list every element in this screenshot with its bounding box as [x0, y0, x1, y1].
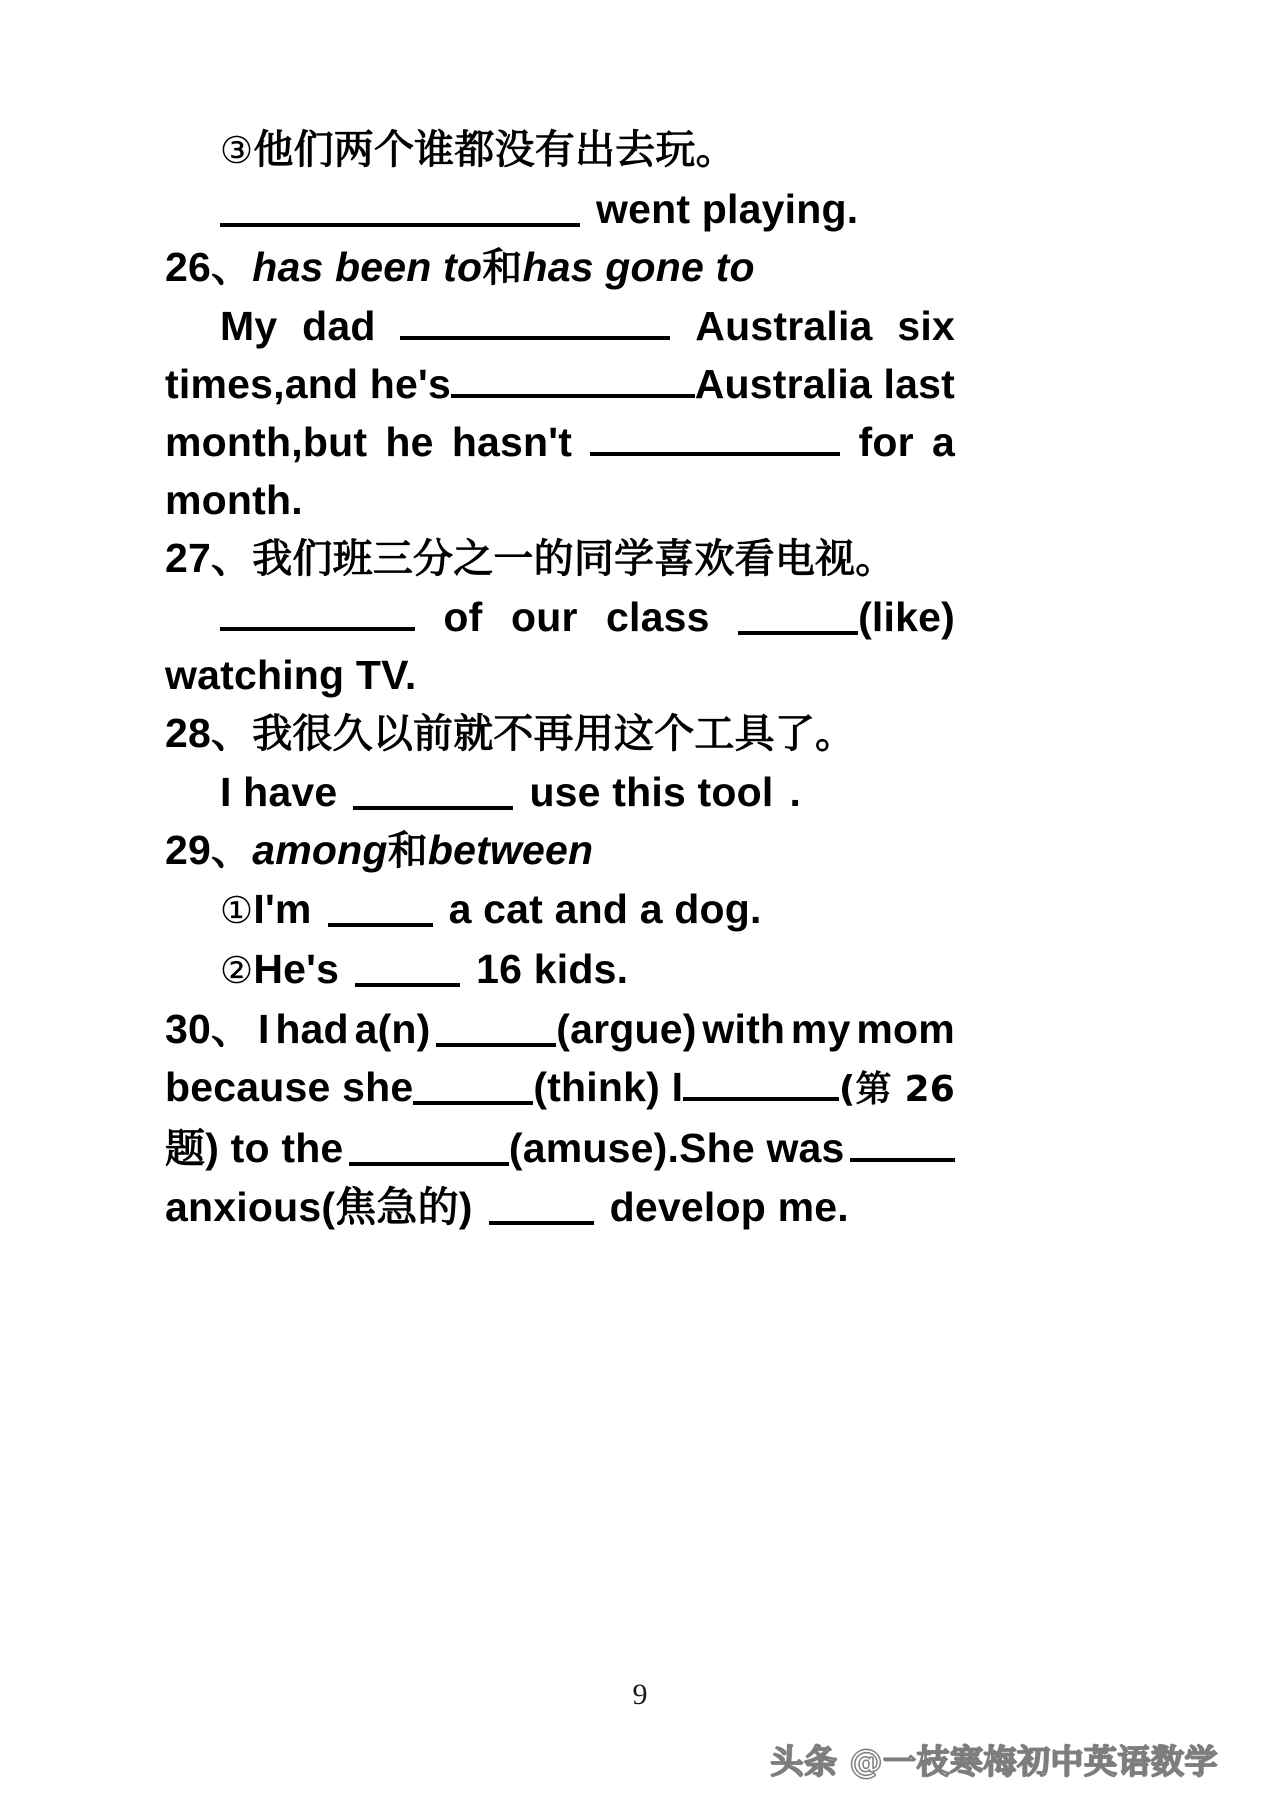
- question-26-heading: [165, 238, 955, 297]
- q26-l1-six: six: [897, 303, 955, 349]
- question-30-number: 30、: [165, 1006, 253, 1052]
- item-marker-2: ②: [220, 949, 254, 992]
- q30-l2-because-she: because she: [165, 1064, 414, 1110]
- answer-blank[interactable]: [220, 193, 580, 227]
- q27-watching-tv: watching TV.: [165, 652, 417, 698]
- q30-l3-ti: 题: [165, 1126, 206, 1172]
- question-29-sub-2: [165, 940, 955, 1000]
- q26-l3-for: for: [858, 419, 914, 465]
- q30-l4-anxious: anxious(焦急的): [165, 1184, 473, 1230]
- item-marker-1: ①: [220, 889, 254, 932]
- q28-chinese-text: 我很久以前就不再用这个工具了。: [252, 711, 856, 757]
- q26-l1-dad: dad: [302, 303, 376, 349]
- question-27-number: 27、: [165, 535, 253, 581]
- q26-l2-lead: times,and he's: [165, 361, 451, 407]
- q30-amuse-hint: (amuse).She was: [508, 1125, 845, 1171]
- answer-blank[interactable]: [683, 1067, 839, 1101]
- q26-l3-a: a: [931, 419, 955, 465]
- q30-l1-mom: mom: [856, 1006, 955, 1052]
- q30-l1-an: a(n): [354, 1006, 431, 1052]
- item-marker-3: ③: [220, 129, 254, 172]
- q30-l4-tail: develop me.: [609, 1184, 849, 1230]
- question-27-line-1: [165, 588, 955, 646]
- answer-blank[interactable]: [850, 1128, 955, 1162]
- answer-blank[interactable]: [353, 776, 513, 810]
- answer-blank[interactable]: [328, 893, 433, 927]
- q30-l1-my: my: [790, 1006, 851, 1052]
- answer-line-tail: went playing.: [596, 186, 859, 232]
- q26-title-conjunction: 和: [482, 245, 523, 291]
- question-29-number: 29、: [165, 827, 253, 873]
- q26-l4-month: month.: [165, 477, 303, 523]
- q30-l1-i: I: [257, 1006, 270, 1052]
- q26-l1-australia: Australia: [695, 303, 873, 349]
- question-26-line-2: [165, 355, 955, 413]
- question-30-line-1: [165, 1000, 955, 1058]
- question-26-line-3: [165, 413, 955, 471]
- question-28-number: 28、: [165, 710, 253, 756]
- q30-argue-hint: (argue): [556, 1006, 697, 1052]
- answer-blank[interactable]: [400, 306, 670, 340]
- answer-blank[interactable]: [489, 1191, 594, 1225]
- q29-s2-hes: He's: [253, 946, 340, 992]
- q26-l3-hasnt: hasn't: [451, 419, 573, 465]
- q30-l1-with: with: [702, 1006, 786, 1052]
- q26-l1-my: My: [220, 303, 278, 349]
- q28-i-have: I have: [220, 769, 338, 815]
- answer-blank[interactable]: [451, 364, 695, 398]
- question-26-line-1: [165, 297, 955, 355]
- answer-blank[interactable]: [738, 601, 858, 635]
- page-number: 9: [632, 1678, 648, 1711]
- question-27-line-2: [165, 646, 955, 704]
- worksheet-body: [165, 120, 955, 1236]
- answer-blank[interactable]: [220, 597, 415, 631]
- question-30-line-2: [165, 1058, 955, 1119]
- q26-l3-month-but: month,but: [165, 419, 368, 465]
- answer-blank[interactable]: [355, 953, 460, 987]
- question-25-item-3-prompt: [165, 120, 955, 180]
- watermark: 头条 @一枝寒梅初中英语数学: [770, 1742, 1218, 1781]
- question-28-heading: [165, 704, 955, 763]
- question-29-heading: [165, 821, 955, 880]
- q28-period: .: [789, 769, 802, 815]
- q30-l2-ref: (第 26: [838, 1069, 955, 1110]
- q26-title-part2: has gone to: [522, 244, 755, 290]
- question-28-line-1: [165, 763, 955, 821]
- q30-think-hint: (think) I: [533, 1064, 684, 1110]
- question-30-line-4: [165, 1178, 955, 1236]
- q30-l3-lead: ) to the: [205, 1125, 344, 1171]
- q27-like-hint: (like): [858, 594, 955, 640]
- q29-s1-tail: a cat and a dog.: [448, 886, 762, 932]
- answer-blank[interactable]: [590, 422, 840, 456]
- q26-title-part1: has been to: [252, 244, 483, 290]
- q27-class: class: [606, 594, 710, 640]
- q28-use-this-tool: use this tool: [529, 769, 774, 815]
- q30-l1-had: had: [275, 1006, 349, 1052]
- question-27-heading: [165, 529, 955, 588]
- question-26-number: 26、: [165, 244, 253, 290]
- question-30-line-3: [165, 1119, 955, 1178]
- q27-chinese-text: 我们班三分之一的同学喜欢看电视。: [252, 536, 896, 582]
- q27-our: our: [510, 594, 578, 640]
- question-26-line-4: [165, 471, 955, 529]
- q29-s2-tail: 16 kids.: [476, 946, 629, 992]
- answer-blank[interactable]: [349, 1132, 509, 1166]
- q26-l2-tail: Australia last: [694, 361, 955, 407]
- question-25-item-3-answer-line: [165, 180, 955, 238]
- q29-title-conjunction: 和: [387, 828, 428, 874]
- item-3-chinese-text: 他们两个谁都没有出去玩。: [253, 127, 736, 173]
- q26-l3-he: he: [385, 419, 434, 465]
- q29-title-part2: between: [427, 827, 594, 873]
- answer-blank[interactable]: [413, 1071, 533, 1105]
- q29-s1-im: I'm: [253, 886, 312, 932]
- q29-title-part1: among: [252, 827, 388, 873]
- question-29-sub-1: [165, 880, 955, 940]
- q27-of: of: [443, 594, 483, 640]
- answer-blank[interactable]: [436, 1013, 556, 1047]
